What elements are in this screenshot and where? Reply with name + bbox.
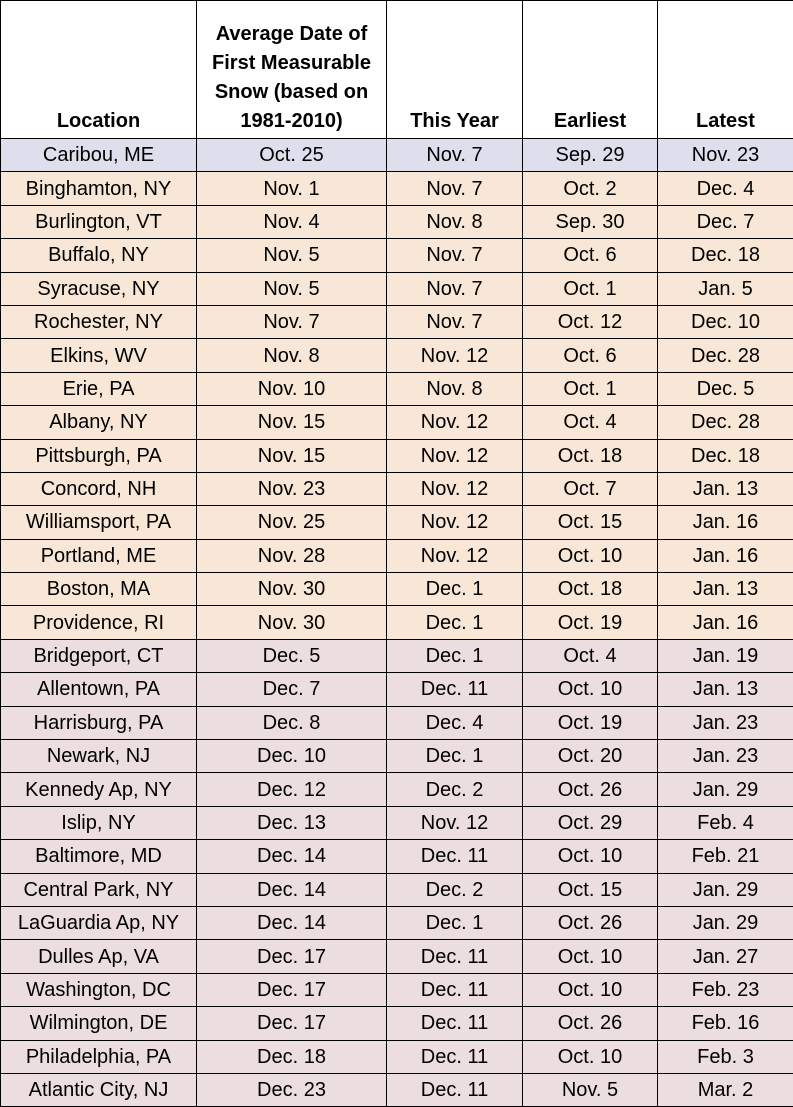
cell-earliest: Oct. 19 xyxy=(523,706,658,739)
table-row xyxy=(1,1073,793,1106)
cell-latest: Jan. 16 xyxy=(658,606,793,639)
cell-earliest: Oct. 1 xyxy=(523,272,658,305)
cell-average: Nov. 7 xyxy=(197,305,387,338)
cell-this-year: Dec. 11 xyxy=(387,1007,523,1040)
cell-earliest: Oct. 15 xyxy=(523,873,658,906)
table-row xyxy=(1,806,793,839)
table-row xyxy=(1,506,793,539)
cell-this-year: Nov. 12 xyxy=(387,439,523,472)
cell-average: Nov. 5 xyxy=(197,272,387,305)
cell-latest: Jan. 13 xyxy=(658,472,793,505)
table-row xyxy=(1,773,793,806)
cell-this-year: Nov. 12 xyxy=(387,539,523,572)
cell-latest: Jan. 29 xyxy=(658,906,793,939)
cell-earliest: Oct. 6 xyxy=(523,339,658,372)
cell-this-year: Nov. 12 xyxy=(387,339,523,372)
cell-this-year: Nov. 7 xyxy=(387,139,523,172)
cell-earliest: Oct. 18 xyxy=(523,573,658,606)
cell-average: Nov. 8 xyxy=(197,339,387,372)
cell-average: Dec. 18 xyxy=(197,1040,387,1073)
cell-this-year: Dec. 11 xyxy=(387,1040,523,1073)
cell-this-year: Nov. 12 xyxy=(387,472,523,505)
cell-average: Nov. 28 xyxy=(197,539,387,572)
cell-average: Nov. 5 xyxy=(197,239,387,272)
cell-earliest: Oct. 6 xyxy=(523,239,658,272)
table-row xyxy=(1,239,793,272)
cell-location: Bridgeport, CT xyxy=(1,639,197,672)
cell-latest: Jan. 23 xyxy=(658,706,793,739)
header-average-line: 1981-2010) xyxy=(240,110,342,132)
cell-this-year: Dec. 11 xyxy=(387,973,523,1006)
cell-average: Nov. 1 xyxy=(197,172,387,205)
cell-average: Nov. 15 xyxy=(197,439,387,472)
cell-location: Kennedy Ap, NY xyxy=(1,773,197,806)
cell-latest: Feb. 4 xyxy=(658,806,793,839)
cell-latest: Dec. 28 xyxy=(658,406,793,439)
cell-earliest: Oct. 7 xyxy=(523,472,658,505)
table-row xyxy=(1,406,793,439)
cell-this-year: Dec. 1 xyxy=(387,606,523,639)
cell-earliest: Oct. 4 xyxy=(523,406,658,439)
cell-earliest: Oct. 1 xyxy=(523,372,658,405)
cell-average: Nov. 30 xyxy=(197,606,387,639)
cell-average: Nov. 4 xyxy=(197,205,387,238)
cell-location: Williamsport, PA xyxy=(1,506,197,539)
cell-this-year: Dec. 11 xyxy=(387,673,523,706)
cell-average: Dec. 7 xyxy=(197,673,387,706)
cell-this-year: Dec. 1 xyxy=(387,639,523,672)
cell-location: Albany, NY xyxy=(1,406,197,439)
header-latest: Latest xyxy=(658,1,793,139)
header-earliest: Earliest xyxy=(523,1,658,139)
table-row xyxy=(1,840,793,873)
cell-average: Dec. 13 xyxy=(197,806,387,839)
cell-location: Baltimore, MD xyxy=(1,840,197,873)
cell-location: Philadelphia, PA xyxy=(1,1040,197,1073)
table-body xyxy=(1,139,793,1107)
table-row xyxy=(1,539,793,572)
cell-this-year: Nov. 7 xyxy=(387,239,523,272)
cell-average: Nov. 23 xyxy=(197,472,387,505)
cell-latest: Feb. 3 xyxy=(658,1040,793,1073)
cell-average: Dec. 17 xyxy=(197,973,387,1006)
table-row xyxy=(1,573,793,606)
header-location: Location xyxy=(1,1,197,139)
cell-this-year: Nov. 7 xyxy=(387,172,523,205)
cell-latest: Jan. 23 xyxy=(658,740,793,773)
table-row xyxy=(1,673,793,706)
cell-location: Erie, PA xyxy=(1,372,197,405)
cell-average: Dec. 12 xyxy=(197,773,387,806)
cell-average: Nov. 10 xyxy=(197,372,387,405)
cell-earliest: Oct. 4 xyxy=(523,639,658,672)
cell-this-year: Nov. 7 xyxy=(387,305,523,338)
cell-location: Boston, MA xyxy=(1,573,197,606)
table-row xyxy=(1,139,793,172)
table-row xyxy=(1,339,793,372)
cell-earliest: Oct. 10 xyxy=(523,840,658,873)
table-row xyxy=(1,973,793,1006)
table-row xyxy=(1,172,793,205)
cell-average: Dec. 14 xyxy=(197,840,387,873)
cell-latest: Jan. 29 xyxy=(658,773,793,806)
table-row xyxy=(1,1007,793,1040)
cell-earliest: Sep. 30 xyxy=(523,205,658,238)
cell-this-year: Dec. 4 xyxy=(387,706,523,739)
cell-location: Concord, NH xyxy=(1,472,197,505)
table-row xyxy=(1,205,793,238)
cell-this-year: Dec. 2 xyxy=(387,873,523,906)
cell-earliest: Sep. 29 xyxy=(523,139,658,172)
header-average-date xyxy=(197,1,387,139)
cell-earliest: Oct. 29 xyxy=(523,806,658,839)
cell-this-year: Dec. 11 xyxy=(387,940,523,973)
cell-earliest: Oct. 10 xyxy=(523,673,658,706)
table-row xyxy=(1,940,793,973)
table-row xyxy=(1,439,793,472)
cell-average: Dec. 5 xyxy=(197,639,387,672)
header-average-line: Snow (based on xyxy=(215,81,368,103)
cell-this-year: Nov. 8 xyxy=(387,372,523,405)
cell-average: Nov. 30 xyxy=(197,573,387,606)
cell-latest: Dec. 10 xyxy=(658,305,793,338)
cell-location: Islip, NY xyxy=(1,806,197,839)
cell-this-year: Nov. 7 xyxy=(387,272,523,305)
cell-this-year: Nov. 12 xyxy=(387,806,523,839)
cell-location: Elkins, WV xyxy=(1,339,197,372)
cell-earliest: Oct. 26 xyxy=(523,906,658,939)
cell-this-year: Dec. 11 xyxy=(387,840,523,873)
cell-earliest: Oct. 10 xyxy=(523,973,658,1006)
table-row xyxy=(1,606,793,639)
cell-location: Atlantic City, NJ xyxy=(1,1073,197,1106)
cell-this-year: Nov. 12 xyxy=(387,506,523,539)
cell-earliest: Oct. 12 xyxy=(523,305,658,338)
cell-latest: Feb. 23 xyxy=(658,973,793,1006)
cell-average: Nov. 15 xyxy=(197,406,387,439)
table-row xyxy=(1,472,793,505)
cell-earliest: Oct. 20 xyxy=(523,740,658,773)
cell-average: Dec. 8 xyxy=(197,706,387,739)
cell-latest: Jan. 29 xyxy=(658,873,793,906)
cell-average: Oct. 25 xyxy=(197,139,387,172)
cell-latest: Dec. 28 xyxy=(658,339,793,372)
cell-latest: Jan. 13 xyxy=(658,673,793,706)
cell-location: LaGuardia Ap, NY xyxy=(1,906,197,939)
cell-location: Providence, RI xyxy=(1,606,197,639)
cell-location: Pittsburgh, PA xyxy=(1,439,197,472)
cell-latest: Dec. 5 xyxy=(658,372,793,405)
table-row xyxy=(1,639,793,672)
cell-average: Dec. 23 xyxy=(197,1073,387,1106)
cell-latest: Jan. 27 xyxy=(658,940,793,973)
table-row xyxy=(1,305,793,338)
cell-latest: Mar. 2 xyxy=(658,1073,793,1106)
cell-latest: Jan. 13 xyxy=(658,573,793,606)
cell-earliest: Oct. 18 xyxy=(523,439,658,472)
cell-latest: Jan. 19 xyxy=(658,639,793,672)
cell-location: Wilmington, DE xyxy=(1,1007,197,1040)
cell-latest: Nov. 23 xyxy=(658,139,793,172)
cell-this-year: Nov. 12 xyxy=(387,406,523,439)
cell-average: Dec. 17 xyxy=(197,1007,387,1040)
cell-average: Dec. 17 xyxy=(197,940,387,973)
cell-this-year: Dec. 11 xyxy=(387,1073,523,1106)
cell-location: Portland, ME xyxy=(1,539,197,572)
cell-this-year: Dec. 2 xyxy=(387,773,523,806)
cell-location: Burlington, VT xyxy=(1,205,197,238)
cell-location: Newark, NJ xyxy=(1,740,197,773)
cell-location: Harrisburg, PA xyxy=(1,706,197,739)
cell-location: Binghamton, NY xyxy=(1,172,197,205)
cell-this-year: Dec. 1 xyxy=(387,573,523,606)
cell-average: Dec. 10 xyxy=(197,740,387,773)
cell-earliest: Oct. 10 xyxy=(523,940,658,973)
cell-latest: Jan. 16 xyxy=(658,506,793,539)
cell-earliest: Oct. 10 xyxy=(523,539,658,572)
cell-average: Nov. 25 xyxy=(197,506,387,539)
header-average-line: First Measurable xyxy=(212,52,371,74)
cell-location: Buffalo, NY xyxy=(1,239,197,272)
cell-this-year: Nov. 8 xyxy=(387,205,523,238)
cell-latest: Dec. 4 xyxy=(658,172,793,205)
cell-earliest: Oct. 15 xyxy=(523,506,658,539)
cell-average: Dec. 14 xyxy=(197,873,387,906)
table-row xyxy=(1,706,793,739)
cell-location: Washington, DC xyxy=(1,973,197,1006)
cell-latest: Feb. 21 xyxy=(658,840,793,873)
table-row xyxy=(1,272,793,305)
cell-earliest: Nov. 5 xyxy=(523,1073,658,1106)
header-this-year: This Year xyxy=(387,1,523,139)
cell-earliest: Oct. 26 xyxy=(523,1007,658,1040)
table-row xyxy=(1,1040,793,1073)
cell-latest: Jan. 16 xyxy=(658,539,793,572)
table-row xyxy=(1,873,793,906)
cell-latest: Dec. 7 xyxy=(658,205,793,238)
cell-location: Syracuse, NY xyxy=(1,272,197,305)
cell-latest: Feb. 16 xyxy=(658,1007,793,1040)
cell-location: Allentown, PA xyxy=(1,673,197,706)
table-row xyxy=(1,740,793,773)
table-row xyxy=(1,906,793,939)
cell-this-year: Dec. 1 xyxy=(387,906,523,939)
cell-location: Central Park, NY xyxy=(1,873,197,906)
cell-latest: Dec. 18 xyxy=(658,439,793,472)
cell-average: Dec. 14 xyxy=(197,906,387,939)
cell-earliest: Oct. 10 xyxy=(523,1040,658,1073)
cell-earliest: Oct. 19 xyxy=(523,606,658,639)
cell-earliest: Oct. 2 xyxy=(523,172,658,205)
header-row xyxy=(1,1,793,139)
cell-latest: Jan. 5 xyxy=(658,272,793,305)
cell-location: Dulles Ap, VA xyxy=(1,940,197,973)
cell-location: Caribou, ME xyxy=(1,139,197,172)
cell-earliest: Oct. 26 xyxy=(523,773,658,806)
cell-this-year: Dec. 1 xyxy=(387,740,523,773)
cell-latest: Dec. 18 xyxy=(658,239,793,272)
cell-location: Rochester, NY xyxy=(1,305,197,338)
table-row xyxy=(1,372,793,405)
header-average-line: Average Date of xyxy=(216,23,368,45)
